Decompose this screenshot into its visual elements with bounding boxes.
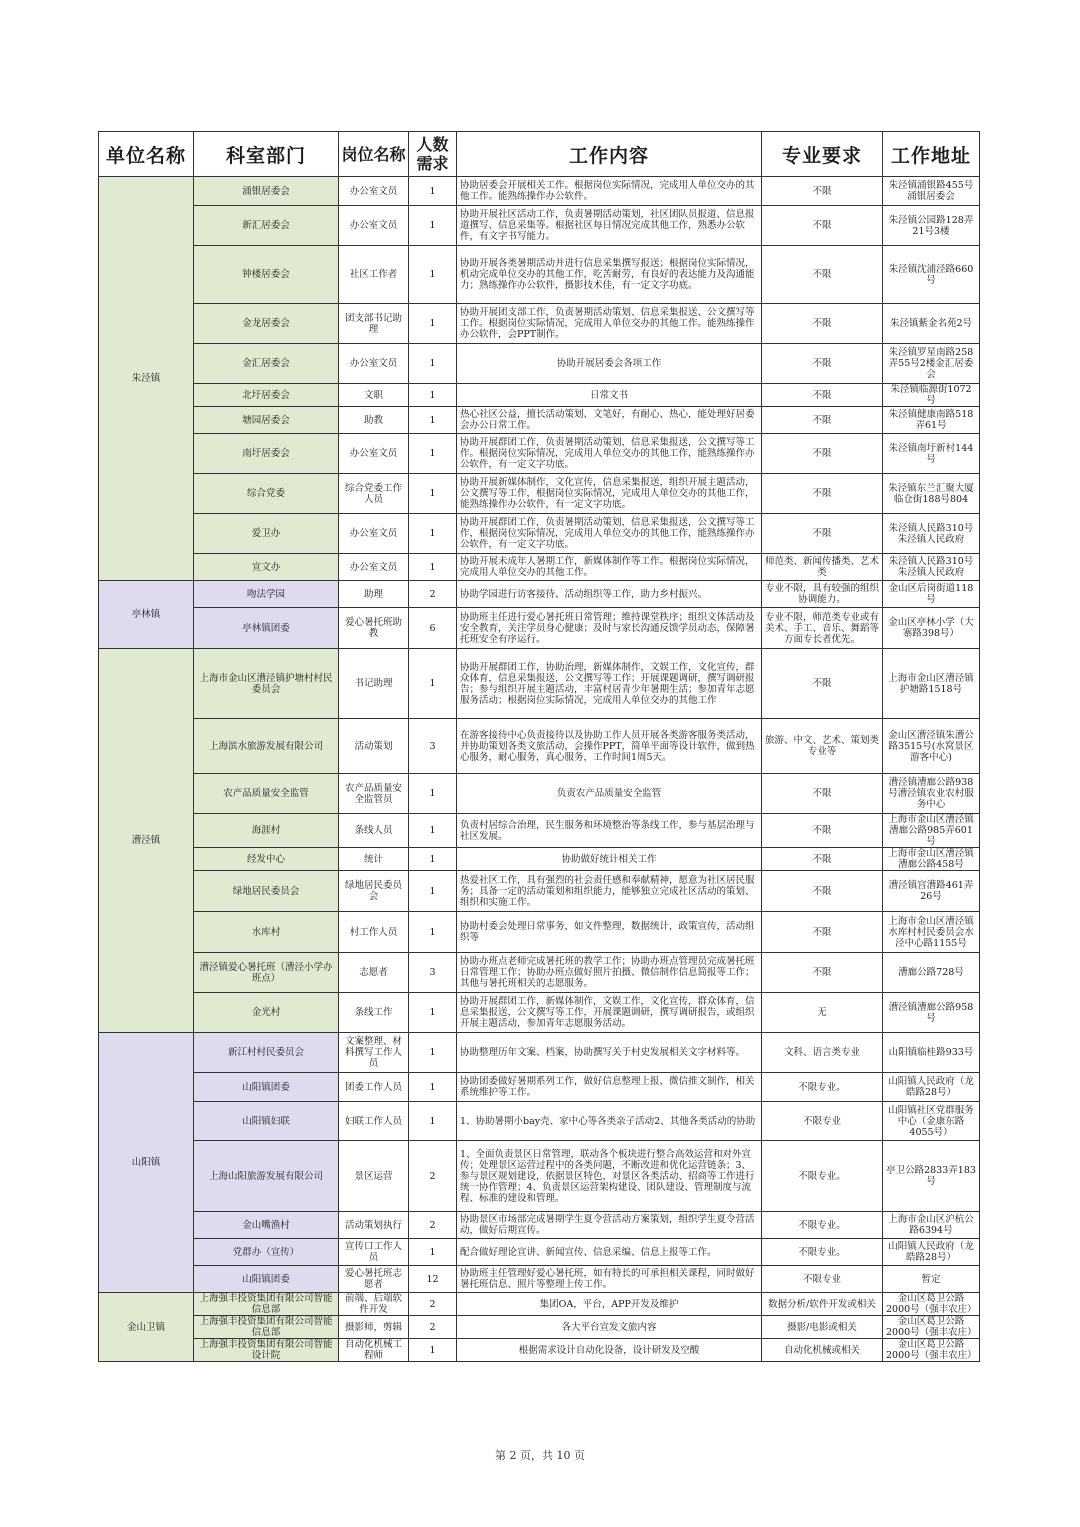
unit-name-cell: 金山卫镇 bbox=[99, 1293, 194, 1362]
dept-cell: 上海强丰投资集团有限公司智能信息部 bbox=[194, 1293, 339, 1316]
dept-cell: 金汇居委会 bbox=[194, 344, 339, 384]
work-cell: 各大平台宣发文旅内容 bbox=[457, 1316, 762, 1339]
post-cell: 宣传口工作人员 bbox=[339, 1239, 409, 1266]
num-cell: 2 bbox=[409, 1293, 457, 1316]
unit-name-cell: 漕泾镇 bbox=[99, 649, 194, 1033]
dept-cell: 新江村村民委员会 bbox=[194, 1033, 339, 1073]
table-row bbox=[99, 848, 980, 871]
table-row bbox=[99, 608, 980, 649]
dept-cell: 南圩居委会 bbox=[194, 434, 339, 474]
addr-cell: 金山区葛卫公路2000号（强丰农庄） bbox=[883, 1293, 980, 1316]
num-cell: 2 bbox=[409, 1141, 457, 1212]
dept-cell: 上海强丰投资集团有限公司智能信息部 bbox=[194, 1316, 339, 1339]
work-cell: 协助开展群团工作，新媒体制作，文娱工作，文化宣传，群众体育，信息采集报送，公文撰写等工作，开展课题调研，撰写调研报告，或组织开展主题活动，参加青年志愿服务活动。 bbox=[457, 993, 762, 1033]
dept-cell: 北圩居委会 bbox=[194, 384, 339, 407]
num-cell: 1 bbox=[409, 649, 457, 719]
dept-cell: 金光村 bbox=[194, 993, 339, 1033]
dept-cell: 宣文办 bbox=[194, 554, 339, 581]
post-cell: 绿地居民委员会 bbox=[339, 871, 409, 912]
dept-cell: 党群办（宣传） bbox=[194, 1239, 339, 1266]
table-row bbox=[99, 1293, 980, 1316]
job-table bbox=[98, 131, 980, 1362]
req-cell: 师范类、新闻传播类、艺术类 bbox=[762, 554, 883, 581]
dept-cell: 上海山阳旅游发展有限公司 bbox=[194, 1141, 339, 1212]
num-cell: 2 bbox=[409, 581, 457, 608]
header-post: 岗位名称 bbox=[339, 132, 409, 177]
work-cell: 协助开展群团工作，协助治理，新媒体制作，文娱工作，文化宣传，群众体育，信息采集报送，公文撰写等工作；开展课题调研，撰写调研报告；参与组织开展主题活动，丰富村居青少年暑期生活；参加青年志愿服务活动；根据岗位实际情况，完成用人单位交办的其他工作 bbox=[457, 649, 762, 719]
req-cell: 不限 bbox=[762, 848, 883, 871]
table-row bbox=[99, 1073, 980, 1102]
table-row bbox=[99, 1102, 980, 1141]
num-cell: 3 bbox=[409, 953, 457, 993]
req-cell: 摄影/电影或相关 bbox=[762, 1316, 883, 1339]
req-cell: 不限 bbox=[762, 649, 883, 719]
table-row bbox=[99, 1239, 980, 1266]
post-cell: 文职 bbox=[339, 384, 409, 407]
addr-cell: 朱泾镇沈浦泾路660号 bbox=[883, 246, 980, 304]
addr-cell: 朱泾镇健康南路518弄61号 bbox=[883, 407, 980, 434]
addr-cell: 漕廊公路728号 bbox=[883, 953, 980, 993]
post-cell: 助理 bbox=[339, 581, 409, 608]
table-row bbox=[99, 554, 980, 581]
header-unit: 单位名称 bbox=[99, 132, 194, 177]
post-cell: 活动策划 bbox=[339, 719, 409, 774]
num-cell: 6 bbox=[409, 608, 457, 649]
num-cell: 1 bbox=[409, 848, 457, 871]
post-cell: 景区运营 bbox=[339, 1141, 409, 1212]
addr-cell: 上海市金山区漕泾镇漕廊公路458号 bbox=[883, 848, 980, 871]
post-cell: 文案整理、材料撰写工作人员 bbox=[339, 1033, 409, 1073]
req-cell: 数据分析/软件开发或相关 bbox=[762, 1293, 883, 1316]
req-cell: 不限专业。 bbox=[762, 1073, 883, 1102]
num-cell: 1 bbox=[409, 514, 457, 554]
table-row bbox=[99, 912, 980, 953]
dept-cell: 绿地居民委员会 bbox=[194, 871, 339, 912]
work-cell: 负责村居综合治理，民生服务和环境整治等条线工作，参与基层治理与社区发展。 bbox=[457, 814, 762, 848]
addr-cell: 漕泾镇宫漕路461弄26号 bbox=[883, 871, 980, 912]
post-cell: 前端、后端软件开发 bbox=[339, 1293, 409, 1316]
work-cell: 负责农产品质量安全监管 bbox=[457, 774, 762, 814]
work-cell: 协助做好统计相关工作 bbox=[457, 848, 762, 871]
num-cell: 1 bbox=[409, 993, 457, 1033]
header-req: 专业要求 bbox=[762, 132, 883, 177]
num-cell: 1 bbox=[409, 1239, 457, 1266]
req-cell: 不限专业。 bbox=[762, 1141, 883, 1212]
dept-cell: 金龙居委会 bbox=[194, 304, 339, 344]
post-cell: 办公室文员 bbox=[339, 206, 409, 246]
table-row bbox=[99, 177, 980, 206]
addr-cell: 上海市金山区漕泾镇水库村村民委员会水泾中心路1155号 bbox=[883, 912, 980, 953]
work-cell: 1、协助暑期小bay壳、家中心等各类亲子活动2、其他各类活动的协助 bbox=[457, 1102, 762, 1141]
work-cell: 协助村委会处理日常事务，如文件整理，数据统计，政策宣传，活动组织等 bbox=[457, 912, 762, 953]
post-cell: 综合党委工作人员 bbox=[339, 474, 409, 514]
work-cell: 协助开展新媒体制作，文化宣传，信息采集报送，组织开展主题活动，公文撰写等工作，根据岗位实际情况，完成用人单位交办的其他工作，能熟练操作办公软件，有一定文字功底。 bbox=[457, 474, 762, 514]
work-cell: 协助开展群团工作，负责暑期活动策划，信息采集报送，公文撰写等工作，根据岗位实际情况，完成用人单位交办的其他工作，能熟练操作办公软件，有一定文字功底。 bbox=[457, 514, 762, 554]
req-cell: 不限 bbox=[762, 407, 883, 434]
post-cell: 条线工作 bbox=[339, 993, 409, 1033]
num-cell: 1 bbox=[409, 912, 457, 953]
addr-cell: 山阳镇人民政府（龙皓路28号） bbox=[883, 1073, 980, 1102]
work-cell: 协助开展未成年人暑期工作，新媒体制作等工作。根据岗位实际情况，完成用人单位交办的其他工作。 bbox=[457, 554, 762, 581]
header-num: 人数需求 bbox=[409, 132, 457, 177]
num-cell: 1 bbox=[409, 774, 457, 814]
num-cell: 1 bbox=[409, 871, 457, 912]
num-cell: 1 bbox=[409, 177, 457, 206]
table-row bbox=[99, 474, 980, 514]
work-cell: 协助开展团支部工作，负责暑期活动策划、信息采集报送、公文撰写等工作。根据岗位实际情况，完成用人单位交办的其他工作。能熟练操作办公软件，会PPT制作。 bbox=[457, 304, 762, 344]
addr-cell: 漕泾镇漕廊公路938号漕泾镇农业农村服务中心 bbox=[883, 774, 980, 814]
req-cell: 不限 bbox=[762, 304, 883, 344]
post-cell: 农产品质量安全监管员 bbox=[339, 774, 409, 814]
dept-cell: 漕泾镇爱心暑托班（漕泾小学办班点） bbox=[194, 953, 339, 993]
req-cell: 自动化机械或相关 bbox=[762, 1339, 883, 1362]
work-cell: 协助开展各类暑期活动并进行信息采集撰写报送；根据岗位实际情况，机动完成单位交办的其他工作，吃苦耐劳，有良好的表达能力及沟通能力；熟练操作办公软件，摄影技术佳，有一定文字功底。 bbox=[457, 246, 762, 304]
num-cell: 2 bbox=[409, 1212, 457, 1239]
req-cell: 专业不限，师范类专业或有美术、手工、音乐、舞蹈等方面专长者优先。 bbox=[762, 608, 883, 649]
req-cell: 不限 bbox=[762, 814, 883, 848]
req-cell: 不限 bbox=[762, 344, 883, 384]
work-cell: 根据需求设计自动化设备，设计研发及空酸 bbox=[457, 1339, 762, 1362]
work-cell: 在游客接待中心负责接待以及协助工作人员开展各类游客服务类活动，并协助策划各类文旅活动，会操作PPT，简单平面等设计软件，做到热心服务，耐心服务，真心服务，工作时间1周5天。 bbox=[457, 719, 762, 774]
table-row bbox=[99, 1266, 980, 1293]
req-cell: 专业不限，具有较强的组织协调能力。 bbox=[762, 581, 883, 608]
dept-cell: 海涯村 bbox=[194, 814, 339, 848]
table-row bbox=[99, 434, 980, 474]
addr-cell: 朱泾镇人民路310号朱泾镇人民政府 bbox=[883, 554, 980, 581]
addr-cell: 山阳镇临桂路933号 bbox=[883, 1033, 980, 1073]
num-cell: 1 bbox=[409, 246, 457, 304]
num-cell: 1 bbox=[409, 407, 457, 434]
unit-name-cell: 朱泾镇 bbox=[99, 177, 194, 581]
post-cell: 妇联工作人员 bbox=[339, 1102, 409, 1141]
addr-cell: 朱泾镇涌银路455号涌银居委会 bbox=[883, 177, 980, 206]
req-cell: 不限专业 bbox=[762, 1102, 883, 1141]
addr-cell: 上海市金山区漕泾镇护塘路1518号 bbox=[883, 649, 980, 719]
addr-cell: 朱泾镇罗星南路258弄55号2楼金汇居委会 bbox=[883, 344, 980, 384]
addr-cell: 山阳镇社区党群服务中心（金康东路4055号） bbox=[883, 1102, 980, 1141]
addr-cell: 朱泾镇公园路128弄21号3楼 bbox=[883, 206, 980, 246]
header-addr: 工作地址 bbox=[883, 132, 980, 177]
num-cell: 1 bbox=[409, 474, 457, 514]
addr-cell: 暂定 bbox=[883, 1266, 980, 1293]
table-row bbox=[99, 993, 980, 1033]
req-cell: 文科、语言类专业 bbox=[762, 1033, 883, 1073]
work-cell: 热爱社区工作，具有强烈的社会责任感和奉献精神，愿意为社区居民服务；具备一定的活动策划和组织能力，能够独立完成社区活动的策划、组织和实施工作。 bbox=[457, 871, 762, 912]
job-table-sheet bbox=[98, 131, 979, 1362]
dept-cell: 吻法学园 bbox=[194, 581, 339, 608]
work-cell: 协助开展群团工作，负责暑期活动策划，信息采集报送，公文撰写等工作。根据岗位实际情况，完成用人单位交办的其他工作，能熟练操作办公软件，有一定文字功底。 bbox=[457, 434, 762, 474]
table-row bbox=[99, 719, 980, 774]
req-cell: 不限 bbox=[762, 434, 883, 474]
req-cell: 不限 bbox=[762, 384, 883, 407]
table-row bbox=[99, 774, 980, 814]
num-cell: 1 bbox=[409, 1033, 457, 1073]
req-cell: 不限 bbox=[762, 953, 883, 993]
post-cell: 条线人员 bbox=[339, 814, 409, 848]
dept-cell: 上海强丰投资集团有限公司智能设计院 bbox=[194, 1339, 339, 1362]
dept-cell: 上海滨水旅游发展有限公司 bbox=[194, 719, 339, 774]
addr-cell: 朱泾镇紫金名苑2号 bbox=[883, 304, 980, 344]
addr-cell: 上海市金山区沪杭公路6394号 bbox=[883, 1212, 980, 1239]
work-cell: 协助办班点老师完成暑托班的教学工作；协助办班点管理员完成暑托班日常管理工作；协助办班点做好照片拍摄、微信制作信息简报等工作；其他与暑托班相关的志愿服务。 bbox=[457, 953, 762, 993]
table-row bbox=[99, 1212, 980, 1239]
req-cell: 不限 bbox=[762, 871, 883, 912]
post-cell: 团支部书记助理 bbox=[339, 304, 409, 344]
num-cell: 1 bbox=[409, 344, 457, 384]
addr-cell: 亭卫公路2833弄183号 bbox=[883, 1141, 980, 1212]
table-body bbox=[99, 177, 980, 1362]
num-cell: 1 bbox=[409, 1073, 457, 1102]
dept-cell: 经发中心 bbox=[194, 848, 339, 871]
addr-cell: 金山区亭林小学（大寨路398号） bbox=[883, 608, 980, 649]
post-cell: 志愿者 bbox=[339, 953, 409, 993]
dept-cell: 上海市金山区漕泾镇护塘村村民委员会 bbox=[194, 649, 339, 719]
dept-cell: 爱卫办 bbox=[194, 514, 339, 554]
addr-cell: 朱泾镇临源街1072号 bbox=[883, 384, 980, 407]
table-row bbox=[99, 1316, 980, 1339]
addr-cell: 金山区漕泾镇朱漕公路3515号(水窝景区游客中心) bbox=[883, 719, 980, 774]
table-row bbox=[99, 581, 980, 608]
table-row bbox=[99, 1033, 980, 1073]
req-cell: 不限 bbox=[762, 774, 883, 814]
dept-cell: 农产品质量安全监管 bbox=[194, 774, 339, 814]
dept-cell: 亭林镇团委 bbox=[194, 608, 339, 649]
post-cell: 活动策划执行 bbox=[339, 1212, 409, 1239]
table-row bbox=[99, 514, 980, 554]
req-cell: 不限 bbox=[762, 206, 883, 246]
post-cell: 统计 bbox=[339, 848, 409, 871]
post-cell: 办公室文员 bbox=[339, 344, 409, 384]
table-row bbox=[99, 407, 980, 434]
dept-cell: 钟楼居委会 bbox=[194, 246, 339, 304]
table-row bbox=[99, 871, 980, 912]
num-cell: 1 bbox=[409, 384, 457, 407]
req-cell: 不限专业 bbox=[762, 1266, 883, 1293]
work-cell: 协助开展社区活动工作，负责暑期活动策划，社区团队员报道、信息报道撰写、信息采集等。根据社区每日情况完成其他工作，熟悉办公软件，有文字书写能力。 bbox=[457, 206, 762, 246]
addr-cell: 上海市金山区漕泾镇漕廊公路985弄601号 bbox=[883, 814, 980, 848]
table-row bbox=[99, 1141, 980, 1212]
post-cell: 摄影师，剪辑 bbox=[339, 1316, 409, 1339]
dept-cell: 山阳镇团委 bbox=[194, 1266, 339, 1293]
work-cell: 1、全面负责景区日常管理，联动各个板块进行整合高效运营和对外宣传；处理景区运营过程中的各类问题，不断改进和优化运营链条；3、参与景区规划建设，依据景区特色，对景区各类活动、招商等工作进行统一协作管理；4、负责景区运营架构建设、团队建设、管理制度与流程、标准的建设和管理。 bbox=[457, 1141, 762, 1212]
post-cell: 办公室文员 bbox=[339, 514, 409, 554]
header-work: 工作内容 bbox=[457, 132, 762, 177]
num-cell: 1 bbox=[409, 1339, 457, 1362]
table-row bbox=[99, 384, 980, 407]
work-cell: 日常文书 bbox=[457, 384, 762, 407]
dept-cell: 塘园居委会 bbox=[194, 407, 339, 434]
post-cell: 办公室文员 bbox=[339, 177, 409, 206]
addr-cell: 金山区后岗街道118号 bbox=[883, 581, 980, 608]
table-row bbox=[99, 649, 980, 719]
req-cell: 不限专业。 bbox=[762, 1212, 883, 1239]
num-cell: 1 bbox=[409, 206, 457, 246]
work-cell: 协助团委做好暑期系列工作，做好信息整理上报、微信推文制作，相关系统维护等工作。 bbox=[457, 1073, 762, 1102]
table-row bbox=[99, 1339, 980, 1362]
addr-cell: 朱泾镇南圩新村144号 bbox=[883, 434, 980, 474]
addr-cell: 金山区葛卫公路2000号（强丰农庄） bbox=[883, 1339, 980, 1362]
num-cell: 2 bbox=[409, 1316, 457, 1339]
addr-cell: 朱泾镇人民路310号朱泾镇人民政府 bbox=[883, 514, 980, 554]
req-cell: 不限 bbox=[762, 177, 883, 206]
table-row bbox=[99, 206, 980, 246]
work-cell: 协助整理历年文案、档案，协助撰写关于村史发展相关文字材料等。 bbox=[457, 1033, 762, 1073]
table-row bbox=[99, 344, 980, 384]
req-cell: 无 bbox=[762, 993, 883, 1033]
work-cell: 集团OA，平台，APP开发及维护 bbox=[457, 1293, 762, 1316]
num-cell: 3 bbox=[409, 719, 457, 774]
num-cell: 1 bbox=[409, 814, 457, 848]
dept-cell: 涌银居委会 bbox=[194, 177, 339, 206]
post-cell: 书记助理 bbox=[339, 649, 409, 719]
post-cell: 办公室文员 bbox=[339, 434, 409, 474]
req-cell: 旅游、中文、艺术、策划类专业等 bbox=[762, 719, 883, 774]
dept-cell: 山阳镇团委 bbox=[194, 1073, 339, 1102]
work-cell: 配合做好理论宣讲、新闻宣传、信息采编、信息上报等工作。 bbox=[457, 1239, 762, 1266]
unit-name-cell: 山阳镇 bbox=[99, 1033, 194, 1293]
dept-cell: 水库村 bbox=[194, 912, 339, 953]
addr-cell: 朱泾镇东兰汇聚大厦临仓街188号804 bbox=[883, 474, 980, 514]
post-cell: 村工作人员 bbox=[339, 912, 409, 953]
dept-cell: 综合党委 bbox=[194, 474, 339, 514]
work-cell: 协助班主任管理好爱心暑托班，如有特长的可承担相关课程，同时做好暑托班信息、照片等整理上传工作。 bbox=[457, 1266, 762, 1293]
work-cell: 协助景区市场部完成暑期学生夏令营活动方案策划，组织学生夏令营活动，做好后期宣传。 bbox=[457, 1212, 762, 1239]
table-row bbox=[99, 953, 980, 993]
work-cell: 协助班主任进行爱心暑托班日常管理；维持课堂秩序；组织文体活动及安全教育，关注学员身心健康；及时与家长沟通反馈学员动态，保障暑托班安全有序运行。 bbox=[457, 608, 762, 649]
num-cell: 1 bbox=[409, 554, 457, 581]
req-cell: 不限 bbox=[762, 912, 883, 953]
addr-cell: 山阳镇人民政府（龙皓路28号） bbox=[883, 1239, 980, 1266]
num-cell: 1 bbox=[409, 1102, 457, 1141]
req-cell: 不限专业。 bbox=[762, 1239, 883, 1266]
req-cell: 不限 bbox=[762, 514, 883, 554]
header-dept: 科室部门 bbox=[194, 132, 339, 177]
num-cell: 1 bbox=[409, 304, 457, 344]
unit-name-cell: 亭林镇 bbox=[99, 581, 194, 649]
post-cell: 办公室文员 bbox=[339, 554, 409, 581]
req-cell: 不限 bbox=[762, 474, 883, 514]
post-cell: 助教 bbox=[339, 407, 409, 434]
post-cell: 爱心暑托班志愿者 bbox=[339, 1266, 409, 1293]
post-cell: 自动化机械工程师 bbox=[339, 1339, 409, 1362]
work-cell: 热心社区公益，擅长活动策划、文笔好，有耐心、热心，能处理好居委会办公日常工作。 bbox=[457, 407, 762, 434]
addr-cell: 金山区葛卫公路2000号（强丰农庄） bbox=[883, 1316, 980, 1339]
dept-cell: 山阳镇妇联 bbox=[194, 1102, 339, 1141]
table-header-row bbox=[99, 132, 980, 177]
dept-cell: 金山嘴渔村 bbox=[194, 1212, 339, 1239]
num-cell: 1 bbox=[409, 434, 457, 474]
page-footer: 第 2 页，共 10 页 bbox=[495, 1449, 585, 1462]
work-cell: 协助学园进行访客接待、活动组织等工作，助力乡村振兴。 bbox=[457, 581, 762, 608]
post-cell: 爱心暑托班助教 bbox=[339, 608, 409, 649]
work-cell: 协助居委会开展相关工作。根据岗位实际情况，完成用人单位交办的其他工作。能熟练操作办公软件。 bbox=[457, 177, 762, 206]
num-cell: 12 bbox=[409, 1266, 457, 1293]
post-cell: 社区工作者 bbox=[339, 246, 409, 304]
table-row bbox=[99, 304, 980, 344]
dept-cell: 新汇居委会 bbox=[194, 206, 339, 246]
req-cell: 不限 bbox=[762, 246, 883, 304]
addr-cell: 漕泾镇漕廊公路958号 bbox=[883, 993, 980, 1033]
table-row bbox=[99, 814, 980, 848]
post-cell: 团委工作人员 bbox=[339, 1073, 409, 1102]
table-row bbox=[99, 246, 980, 304]
work-cell: 协助开展居委会各项工作 bbox=[457, 344, 762, 384]
